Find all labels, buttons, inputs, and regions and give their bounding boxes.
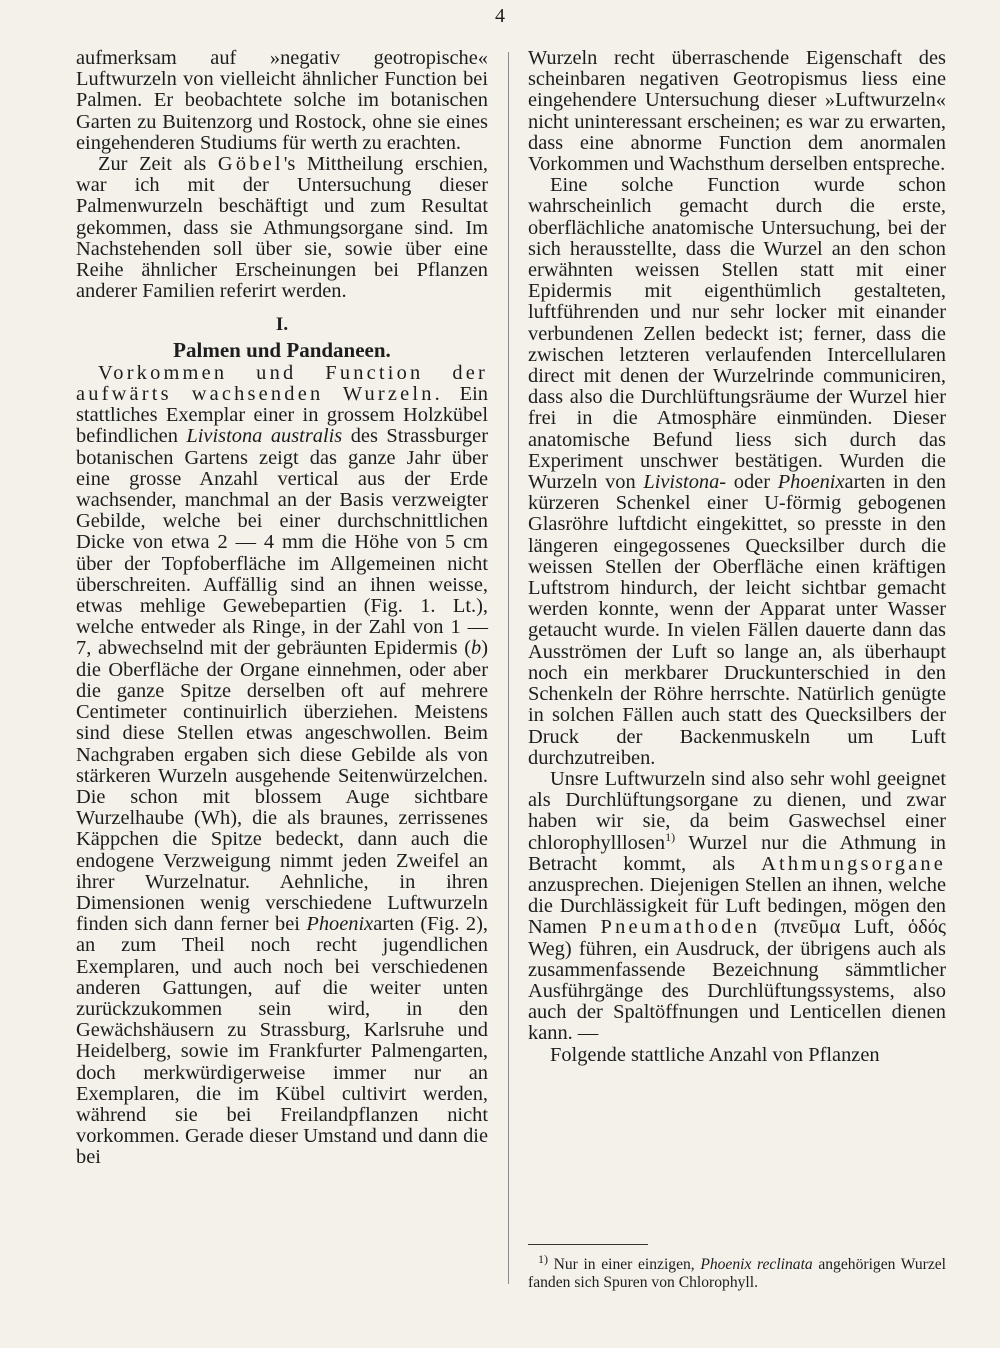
- subsection-heading: Vorkommen und Function der aufwärts wachsenden Wurzeln.: [76, 361, 488, 406]
- right-paragraph-4: Folgende stattliche Anzahl von Pflanzen: [550, 1043, 880, 1066]
- right-paragraph-2: [528, 175, 946, 769]
- footnote-reference[interactable]: 1): [665, 829, 676, 844]
- section-number: I.: [275, 314, 289, 336]
- right-paragraph-1: Wurzeln recht überraschende Eigenschaft des scheinbaren negativen Geotropismus liess eine eingehendere Untersuchung dieser »Luftwurzeln« nicht uninteressant erscheinen; es war zu erwarten, dass eine abnorme Function dem anormalen Vorkommen und Wachsthum derselben entspreche.: [528, 47, 946, 176]
- author-name: Göbel: [217, 153, 284, 176]
- left-p3-c: ) die Oberfläche der Organe einnehmen, oder aber die ganze Spitze derselben oft auf mehrere Centimeter continuirlich überziehen. Meistens sind diese Stellen etwas angeschwollen. Beim Nachgraben ergaben sich diese Gebilde als von stärkeren Wurzeln ausgehende Seitenwürzelchen. Die schon mit blossem Auge sichtbare Wurzelhaube (Wh), die als braunes, zerrissenes Käppchen die Spitze bedeckt, dann auch die endogene Verzweigung nimmt jeden Zweifel an ihrer Wurzelnatur. Aehnliche, in ihren Dimensionen wenig verschiedene Luftwurzeln finden sich dann ferner bei: [76, 637, 488, 936]
- left-p3-a: Ein stattliches Exemplar einer in grossem Holzkübel befindlichen: [76, 383, 488, 448]
- right-p3-b: Wurzel nur die Athmung in Betracht kommt, als: [528, 831, 946, 875]
- right-p3-d: (πνεῦμα Luft, ὁδός Weg) führen, ein Ausdruck, der übrigens auch als zusammenfassende Bezeichnung sämmtlicher Ausführgänge des Durchlüftungssystems, also auch der Spaltöffnungen und Lenticellen dienen kann. —: [528, 916, 946, 1045]
- footnote: [528, 1251, 946, 1292]
- left-column: [76, 48, 488, 1169]
- footnote-mark: 1): [538, 1251, 548, 1266]
- footnote-rule: [528, 1244, 648, 1245]
- species-livistona-australis: Livistona australis: [186, 425, 343, 448]
- term-pneumathoden: Pneumathoden: [600, 916, 761, 939]
- page-number: 4: [495, 5, 505, 27]
- left-p3-d: arten (Fig. 2), an zum Theil noch recht jugendlichen Exemplaren, und auch noch bei verschiedenen anderen Gattungen, auf die weiter unten zurückzukommen sein wird, in den Gewächshäusern zu Strassburg, Karlsruhe und Heidelberg, sowie im Frankfurter Palmengarten, doch merkwürdigerweise immer nur an Exemplaren, die im Kübel cultivirt werden, während sie bei Freilandpflanzen nicht vorkommen. Gerade dieser Umstand und dann die bei: [76, 913, 488, 1169]
- right-p2-oder: oder: [726, 471, 778, 494]
- column-divider: [508, 52, 509, 1284]
- genus-phoenix: Phoenix: [306, 913, 374, 936]
- left-p2-pre: Zur Zeit als: [98, 153, 218, 176]
- left-p2-post: 's Mittheilung erschien, war ich mit der Untersuchung dieser Palmenwurzeln beschäftigt und zum Resultat gekommen, dass sie Athmungsorgane sind. Im Nachstehenden soll über sie, sowie über eine Reihe ähnlicher Erscheinungen bei Pflanzen anderer Familien referirt werden.: [76, 153, 488, 303]
- left-paragraph-2: [76, 154, 488, 302]
- right-p3-a: Unsre Luftwurzeln sind also sehr wohl geeignet als Durchlüftungsorgane zu dienen, und zwar haben wir sie, da beim Gaswechsel einer chlorophylllosen: [528, 767, 946, 854]
- genus-livistona: Livistona-: [643, 471, 727, 494]
- left-paragraph-3: [76, 363, 488, 1169]
- right-p2-b: arten in den kürzeren Schenkel einer U-förmig gebogenen Glasröhre luftdicht eingekittet, so presste in den längeren eingegossenes Quecksilber durch die weissen Stellen der Oberfläche einen kräftigen Luftstrom hindurch, der leicht sichtbar gemacht werden konnte, wenn der Apparat unter Wasser getaucht wurde. In vielen Fällen dauerte dann das Ausströmen der Luft so lange an, als überhaupt noch ein merkbarer Druckunterschied in den Schenkeln der Röhre herrschte. Natürlich genügte in solchen Fällen auch statt des Quecksilbers der Druck der Backenmuskeln um Luft durchzutreiben.: [528, 471, 946, 769]
- right-paragraph-3: [528, 769, 946, 1045]
- footnote-text-a: Nur in einer einzigen,: [548, 1256, 701, 1273]
- term-athmungsorgane: Athmungsorgane: [761, 852, 946, 875]
- right-p2-a: Eine solche Function wurde schon wahrscheinlich gemacht durch die erste, oberflächliche anatomische Untersuchung, bei der sich herausstellte, dass die Wurzel an den schon erwähnten weissen Stellen statt mit einer Epidermis mit eigenthümlich gestalteten, luftführenden und nur sehr locker mit einander verbundenen Zellen bedeckt ist; ferner, dass die zwischen letzteren verlaufenden Intercellularen direct mit denen der Wurzelrinde communiciren, dass also die Durchlüftungsräume der Wurzel hier frei in die Atmosphäre einmünden. Dieser anatomische Befund liess sich durch das Experiment unschwer bestätigen. Wurden die Wurzeln von: [528, 174, 946, 494]
- left-paragraph-1: aufmerksam auf »negativ geotropische« Luftwurzeln von vielleicht ähnlicher Function bei Palmen. Er beobachtete solche im botanischen Garten zu Buitenzorg und Rostock, ohne sie eines eingehenderen Studiums für werth zu erachten.: [76, 47, 488, 154]
- right-column: [528, 48, 946, 1066]
- figure-letter-b: b: [471, 637, 482, 660]
- left-p3-b: des Strassburger botanischen Gartens zeigt das ganze Jahr über eine grosse Anzahl vertical aus der Erde wachsender, manchmal an der Basis verzweigter Gebilde, welche bei einer durchschnittlichen Dicke von etwa 2 — 4 mm die Höhe von 5 cm über der Topfoberfläche im Allgemeinen nicht überschreiten. Auffällig sind an ihnen weisse, etwas mehlige Gewebepartien (Fig. 1. Lt.), welche entweder als Ringe, in der Zahl von 1 — 7, abwechselnd mit der gebräunten Epidermis (: [76, 425, 488, 660]
- section-title: Palmen und Pandaneen.: [173, 337, 391, 362]
- footnote-text-b: angehörigen Wurzel fanden sich Spuren von Chlorophyll.: [528, 1256, 946, 1291]
- species-phoenix-reclinata: Phoenix reclinata: [700, 1256, 813, 1273]
- right-p3-c: anzusprechen. Diejenigen Stellen an ihnen, welche die Durchlässigkeit für Luft bedingen, mögen den Namen: [528, 873, 946, 939]
- genus-phoenix-right: Phoenix: [777, 471, 845, 494]
